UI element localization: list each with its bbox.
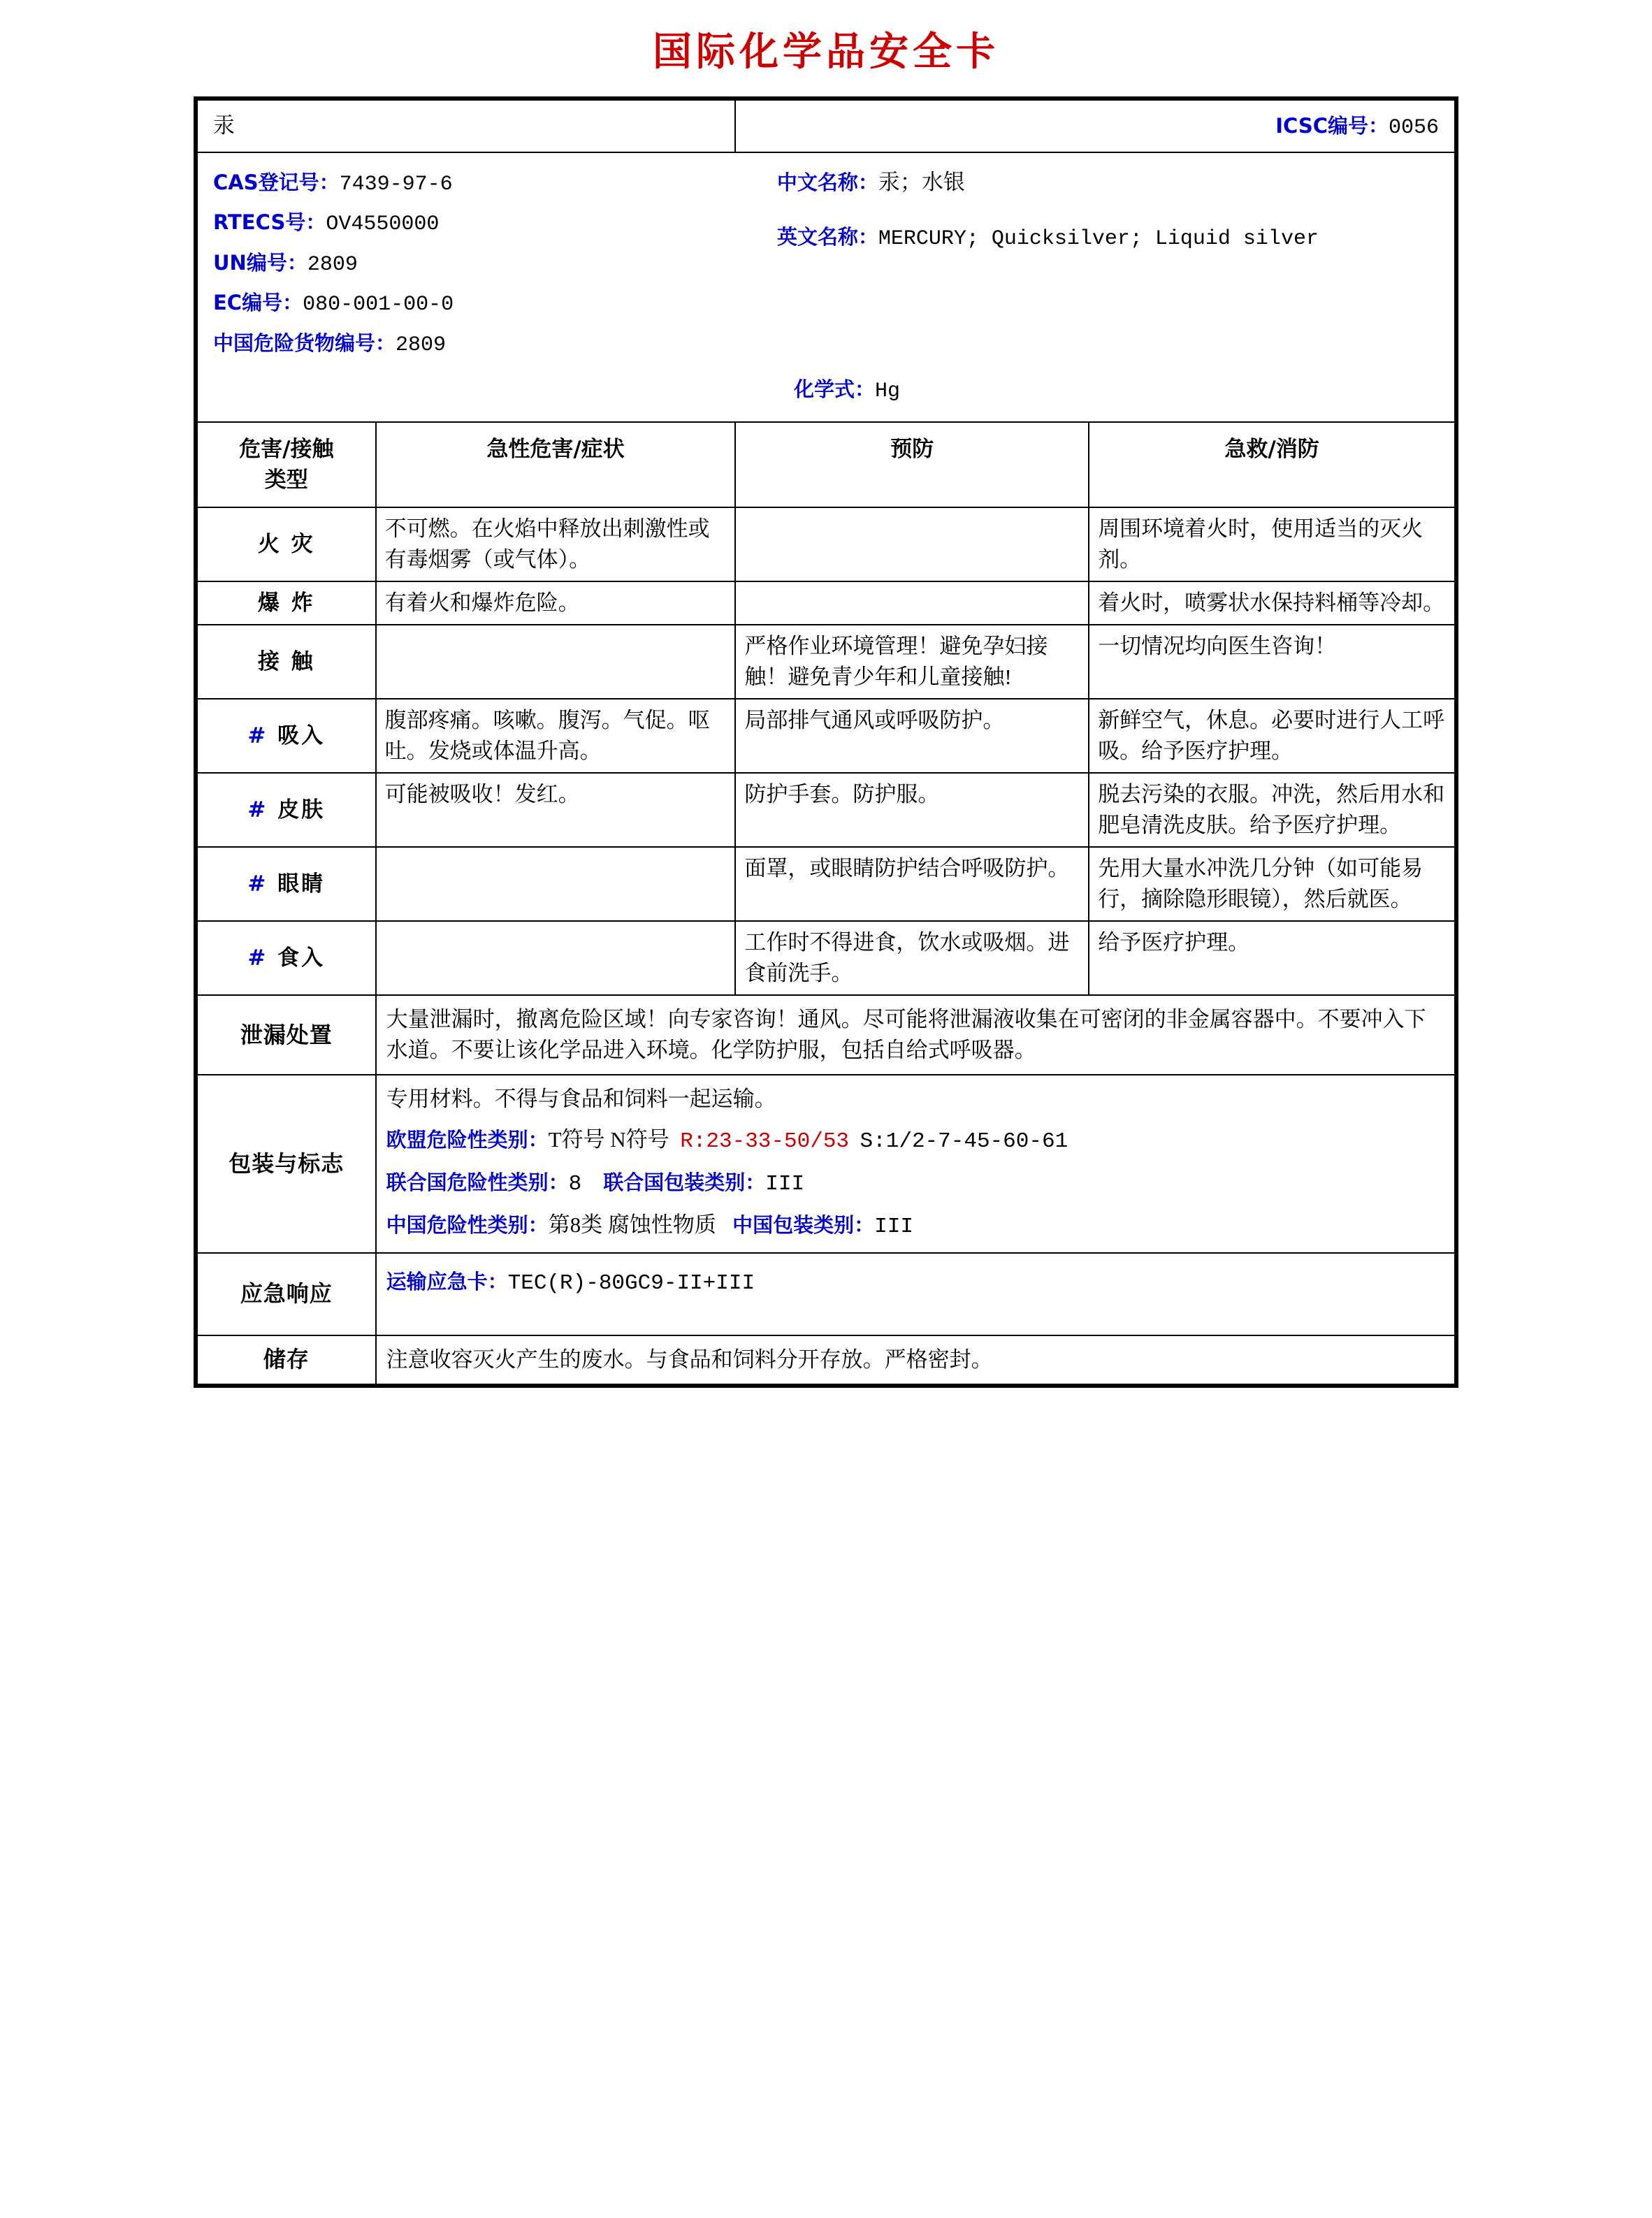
- icsc-number-cell: [735, 100, 1455, 152]
- column-header-hazard-type: [197, 422, 376, 507]
- cell-skin-first-aid: 脱去污染的衣服。冲洗，然后用水和肥皂清洗皮肤。给予医疗护理。: [1089, 773, 1455, 847]
- storage-row: [197, 1335, 1455, 1384]
- un-label: UN编号：: [213, 250, 307, 275]
- transport-emergency-card-label: 运输应急卡：: [386, 1270, 508, 1294]
- table-row: [197, 625, 1455, 699]
- table-row: [197, 581, 1455, 625]
- ec-label: EC编号：: [213, 291, 303, 315]
- cell-explosion-prevention: [735, 581, 1089, 625]
- cell-skin-prevention: 防护手套。防护服。: [735, 773, 1089, 847]
- cell-eyes-prevention: 面罩，或眼睛防护结合呼吸防护。: [735, 847, 1089, 921]
- column-header-row: [197, 422, 1455, 507]
- table-row: [197, 773, 1455, 847]
- cn-hazard-class-label: 中国危险性类别：: [386, 1213, 549, 1238]
- safety-card: [194, 96, 1458, 1388]
- ec-value: 080-001-00-0: [303, 293, 454, 317]
- page: [0, 21, 1652, 1388]
- row-label-spill: 泄漏处置: [197, 995, 376, 1075]
- cell-eyes-hazard: [376, 847, 736, 921]
- cell-fire-first-aid: 周围环境着火时，使用适当的灭火剂。: [1089, 507, 1455, 581]
- cell-storage-text: 注意收容灭火产生的废水。与食品和饲料分开存放。严格密封。: [376, 1335, 1455, 1384]
- eu-r-phrases: R:23-33-50/53: [680, 1129, 850, 1154]
- packaging-row: [197, 1075, 1455, 1253]
- row-label-storage: 储存: [197, 1335, 376, 1384]
- chinese-name-label: 中文名称：: [776, 170, 878, 194]
- row-label-emergency: 应急响应: [197, 1253, 376, 1335]
- formula-label: 化学式：: [793, 377, 875, 401]
- cell-fire-prevention: [735, 507, 1089, 581]
- row-label-skin: # 皮肤: [197, 773, 376, 847]
- identity-right-column: [777, 164, 1439, 368]
- transport-emergency-card-value: TEC(R)-80GC9-II+III: [507, 1271, 755, 1296]
- icsc-label: ICSC编号：: [1275, 114, 1389, 138]
- formula-value: Hg: [875, 379, 901, 403]
- spill-row: [197, 995, 1455, 1075]
- cas-row: [213, 167, 777, 200]
- cn-dangerous-goods-label: 中国危险货物编号：: [213, 331, 396, 355]
- packaging-material-note: 专用材料。不得与食品和饲料一起运输。: [386, 1087, 776, 1112]
- cell-exposure-prevention: 严格作业环境管理！避免孕妇接触！避免青少年和儿童接触!: [735, 625, 1089, 699]
- page-title: 国际化学品安全卡: [653, 29, 999, 75]
- cn-hazard-class-value: 第8类 腐蚀性物质: [548, 1212, 716, 1238]
- identity-block: [197, 152, 1455, 423]
- substance-name: 汞: [197, 100, 735, 152]
- column-header-first-aid: 急救/消防: [1089, 422, 1455, 507]
- cn-packing-group-label: 中国包装类别：: [732, 1213, 875, 1238]
- table-row: [197, 699, 1455, 773]
- english-name-row: [777, 222, 1439, 254]
- identity-left-column: [213, 164, 777, 368]
- un-row: [213, 247, 777, 280]
- cell-ingestion-hazard: [376, 921, 736, 995]
- cell-explosion-hazard: 有着火和爆炸危险。: [376, 581, 736, 625]
- rtecs-label: RTECS号：: [213, 210, 326, 235]
- cas-value: 7439-97-6: [339, 172, 453, 196]
- cell-skin-hazard: 可能被吸收！发红。: [376, 773, 736, 847]
- ec-row: [213, 287, 777, 320]
- eu-hazard-symbols: T符号 N符号: [548, 1127, 669, 1152]
- card-header-row: [197, 100, 1455, 152]
- cell-inhalation-prevention: 局部排气通风或呼吸防护。: [735, 699, 1089, 773]
- eu-hazard-label: 欧盟危险性类别：: [386, 1128, 549, 1152]
- row-label-ingestion: # 食入: [197, 921, 376, 995]
- un-hazard-class-value: 8: [568, 1172, 582, 1197]
- cell-packaging: [376, 1075, 1455, 1253]
- cell-ingestion-prevention: 工作时不得进食，饮水或吸烟。进食前洗手。: [735, 921, 1089, 995]
- icsc-value: 0056: [1388, 116, 1439, 140]
- chinese-name-value: 汞；水银: [878, 169, 965, 194]
- un-hazard-class-label: 联合国危险性类别：: [386, 1170, 569, 1195]
- cell-emergency: [376, 1253, 1455, 1335]
- emergency-row: [197, 1253, 1455, 1335]
- cn-dangerous-goods-row: [213, 328, 777, 361]
- cell-inhalation-first-aid: 新鲜空气，休息。必要时进行人工呼吸。给予医疗护理。: [1089, 699, 1455, 773]
- cell-eyes-first-aid: 先用大量水冲洗几分钟（如可能易行，摘除隐形眼镜），然后就医。: [1089, 847, 1455, 921]
- rtecs-value: OV4550000: [326, 212, 440, 237]
- packaging-un-line: [386, 1167, 1444, 1200]
- column-header-hazard-type-line2: 类型: [264, 467, 308, 493]
- cell-ingestion-first-aid: 给予医疗护理。: [1089, 921, 1455, 995]
- column-header-hazard-type-line1: 危害/接触: [239, 437, 334, 463]
- row-label-inhalation: # 吸入: [197, 699, 376, 773]
- cn-dangerous-goods-value: 2809: [396, 333, 447, 357]
- row-label-exposure: 接 触: [197, 625, 376, 699]
- row-label-eyes: # 眼睛: [197, 847, 376, 921]
- english-name-label: 英文名称：: [776, 224, 878, 249]
- english-name-value: MERCURY; Quicksilver; Liquid silver: [878, 226, 1319, 251]
- table-row: [197, 921, 1455, 995]
- chinese-name-row: [777, 167, 1439, 198]
- cell-exposure-hazard: [376, 625, 736, 699]
- table-row: [197, 507, 1455, 581]
- safety-card-table: [196, 99, 1456, 1385]
- packaging-eu-line: [386, 1124, 1444, 1157]
- table-row: [197, 847, 1455, 921]
- un-packing-group-label: 联合国包装类别：: [603, 1170, 766, 1195]
- cell-spill-text: 大量泄漏时，撤离危险区域！向专家咨询！通风。尽可能将泄漏液收集在可密闭的非金属容器中。不要冲入下水道。不要让该化学品进入环境。化学防护服，包括自给式呼吸器。: [376, 995, 1455, 1075]
- cell-inhalation-hazard: 腹部疼痛。咳嗽。腹泻。气促。呕吐。发烧或体温升高。: [376, 699, 736, 773]
- packaging-cn-line: [386, 1210, 1444, 1242]
- un-packing-group-value: III: [765, 1172, 805, 1197]
- column-header-prevention: 预防: [735, 422, 1089, 507]
- cell-fire-hazard: 不可燃。在火焰中释放出刺激性或有毒烟雾（或气体）。: [376, 507, 736, 581]
- cell-explosion-first-aid: 着火时，喷雾状水保持料桶等冷却。: [1089, 581, 1455, 625]
- formula-row: [213, 374, 1439, 407]
- column-header-acute-hazards: 急性危害/症状: [376, 422, 736, 507]
- rtecs-row: [213, 207, 777, 240]
- identity-row: [197, 152, 1455, 423]
- cell-exposure-first-aid: 一切情况均向医生咨询！: [1089, 625, 1455, 699]
- cn-packing-group-value: III: [874, 1215, 913, 1240]
- row-label-explosion: 爆 炸: [197, 581, 376, 625]
- un-value: 2809: [307, 252, 358, 277]
- row-label-fire: 火 灾: [197, 507, 376, 581]
- eu-s-phrases: S:1/2-7-45-60-61: [860, 1129, 1068, 1154]
- cas-label: CAS登记号：: [213, 170, 340, 194]
- row-label-packaging: 包装与标志: [197, 1075, 376, 1253]
